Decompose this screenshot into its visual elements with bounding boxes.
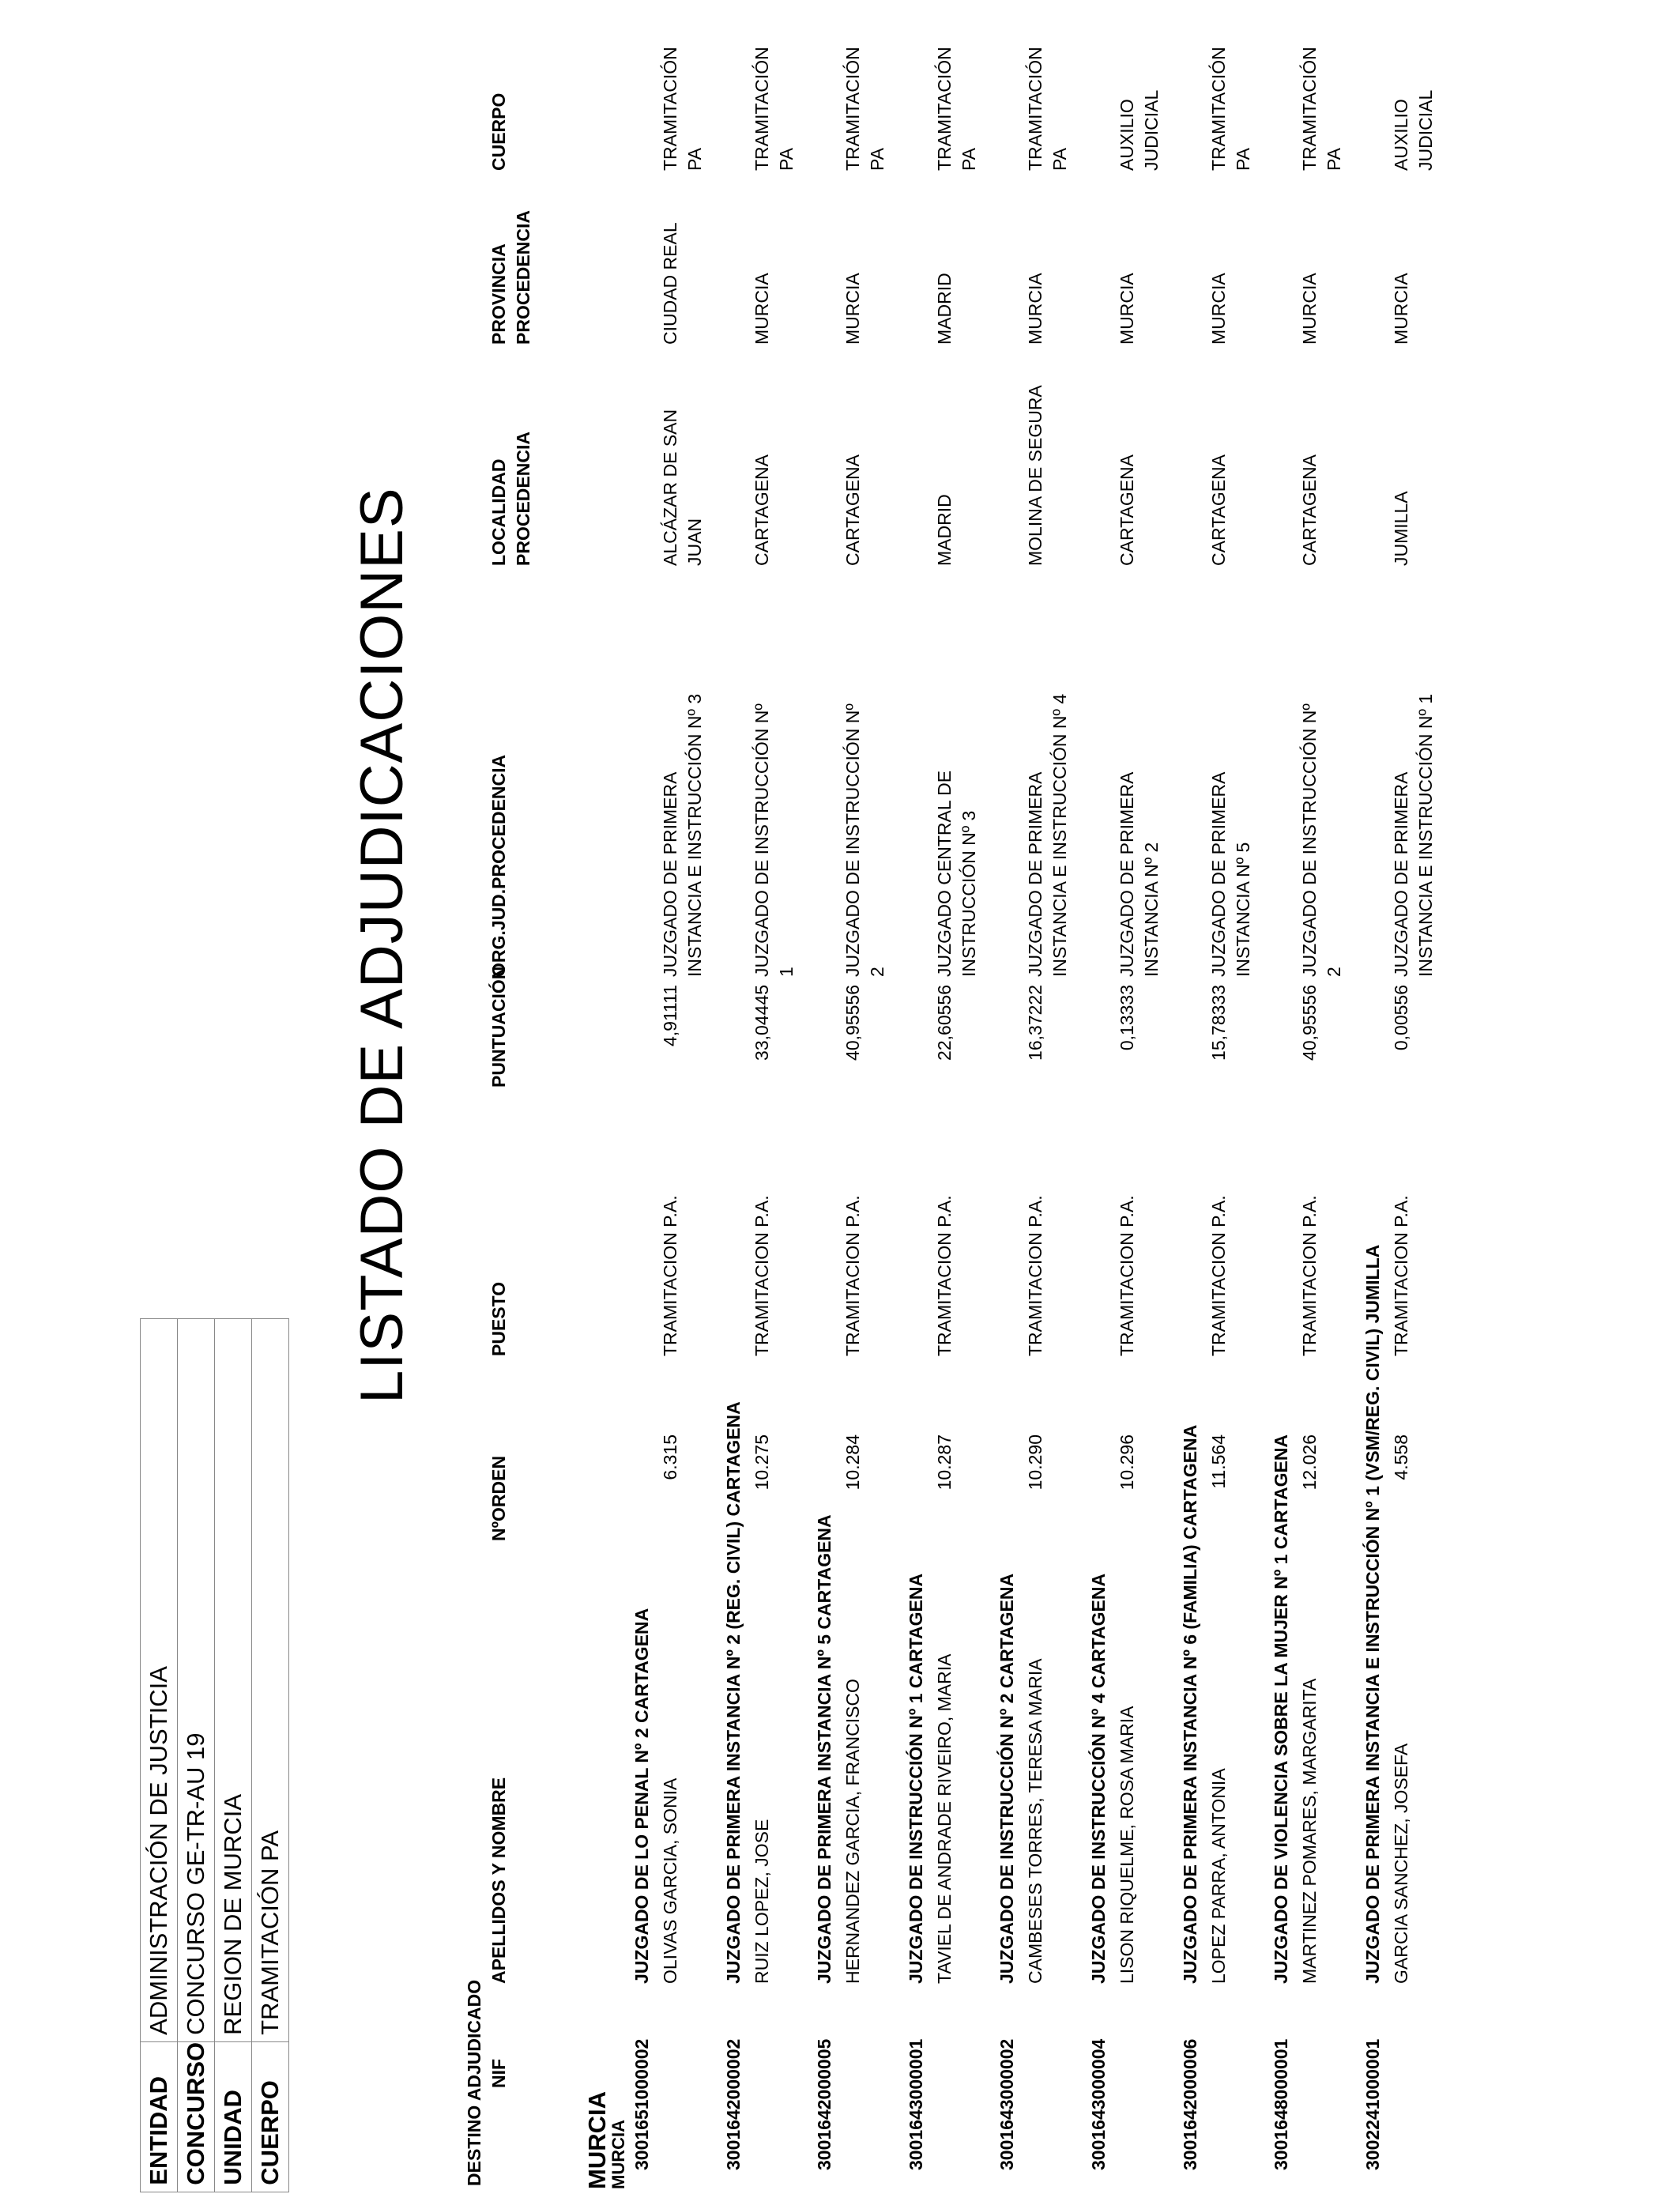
cell-localidad-line: JUAN	[684, 518, 705, 566]
cell-org	[1207, 582, 1256, 977]
col-header-localidad-line1: LOCALIDAD	[488, 458, 509, 566]
cell-provincia: MURCIA	[842, 273, 864, 345]
cell-puesto: TRAMITACION P.A.	[1299, 1195, 1320, 1356]
destino-name: JUZGADO DE INSTRUCCIÓN Nº 4 CARTAGENA	[1088, 1573, 1109, 1984]
cell-cuerpo-line: AUXILIO	[1390, 99, 1411, 171]
cell-cuerpo-line: PA	[775, 148, 797, 171]
col-header-org: ORG.JUD.PROCEDENCIA	[488, 754, 509, 977]
cell-cuerpo-line: TRAMITACIÓN	[1025, 47, 1046, 171]
cell-localidad-line: ALCÁZAR DE SAN	[660, 409, 680, 566]
cell-puesto: TRAMITACION P.A.	[1025, 1195, 1046, 1356]
cell-org-line: INSTRUCCIÓN Nº 3	[958, 810, 979, 977]
cell-puesto: TRAMITACION P.A.	[1390, 1195, 1411, 1356]
destino-name: JUZGADO DE PRIMERA INSTANCIA Nº 5 CARTAGENA	[814, 1514, 835, 1984]
cell-org-line: INSTANCIA Nº 5	[1232, 842, 1253, 977]
cell-localidad-line: CARTAGENA	[1117, 454, 1137, 566]
cell-localidad	[932, 352, 957, 566]
cell-cuerpo-line: PA	[1324, 148, 1345, 171]
destino-code: 3001642000002	[722, 2038, 744, 2170]
cell-org-line: INSTANCIA Nº 2	[1141, 842, 1162, 977]
cell-org	[1389, 582, 1438, 977]
header-value: REGION DE MURCIA	[215, 1318, 252, 2041]
cell-puntuacion: 40,95556	[842, 985, 864, 1061]
destino-code: 3001643000002	[996, 2038, 1018, 2170]
destino-code: 3001648000001	[1271, 2038, 1292, 2170]
cell-cuerpo	[1023, 13, 1072, 171]
cell-puesto: TRAMITACION P.A.	[1117, 1195, 1137, 1356]
cell-cuerpo-line: PA	[1232, 148, 1253, 171]
region-subtitle: MURCIA	[608, 2120, 628, 2189]
cell-puesto: TRAMITACION P.A.	[1207, 1195, 1229, 1356]
cell-provincia: MURCIA	[1025, 273, 1046, 345]
cell-nombre: MARTINEZ POMARES, MARGARITA	[1299, 1678, 1320, 1984]
destino-name: JUZGADO DE INSTRUCCIÓN Nº 2 CARTAGENA	[996, 1573, 1018, 1984]
col-header-puntuacion: PUNTUACIÓN	[488, 966, 509, 1088]
destino-code: 3001642000005	[814, 2038, 835, 2170]
destino-code: 3001642000006	[1179, 2038, 1200, 2170]
header-value: CONCURSO GE-TR-AU 19	[178, 1318, 215, 2041]
cell-localidad-line: CARTAGENA	[1299, 454, 1320, 566]
cell-provincia: CIUDAD REAL	[660, 222, 680, 345]
cell-cuerpo-line: PA	[867, 148, 888, 171]
cell-org	[841, 582, 890, 977]
cell-cuerpo-line: PA	[684, 148, 705, 171]
cell-localidad-line: MOLINA DE SEGURA	[1025, 385, 1046, 566]
cell-org-line: JUZGADO DE PRIMERA	[1390, 771, 1411, 977]
cell-cuerpo	[1389, 13, 1438, 171]
destino-name: JUZGADO DE PRIMERA INSTANCIA Nº 6 (FAMILIA) CARTAGENA	[1179, 1424, 1200, 1984]
destino-code: 3001651000002	[631, 2038, 652, 2170]
cell-localidad	[1298, 352, 1322, 566]
col-header-localidad-line2: PROCEDENCIA	[513, 432, 533, 566]
header-key: UNIDAD	[215, 2041, 252, 2192]
cell-orden: 10.290	[1025, 1434, 1046, 1491]
cell-org-line: JUZGADO DE INSTRUCCIÓN Nº	[751, 703, 772, 977]
cell-localidad	[750, 352, 774, 566]
cell-cuerpo	[841, 13, 890, 171]
destino-name: JUZGADO DE INSTRUCCIÓN Nº 1 CARTAGENA	[905, 1573, 926, 1984]
cell-provincia: MURCIA	[1299, 273, 1320, 345]
cell-cuerpo	[658, 13, 707, 171]
cell-localidad-line: JUMILLA	[1390, 491, 1411, 566]
cell-puntuacion: 22,60556	[933, 985, 955, 1061]
cell-nombre: TAVIEL DE ANDRADE RIVEIRO, MARIA	[933, 1653, 955, 1984]
col-header-norden: NºORDEN	[488, 1455, 509, 1541]
destino-name: JUZGADO DE VIOLENCIA SOBRE LA MUJER Nº 1 CARTAGENA	[1271, 1434, 1292, 1984]
col-header-apellidos: APELLIDOS Y NOMBRE	[488, 1777, 509, 1984]
cell-puesto: TRAMITACION P.A.	[842, 1195, 864, 1356]
cell-orden: 4.558	[1390, 1434, 1411, 1480]
destino-name: JUZGADO DE PRIMERA INSTANCIA Nº 2 (REG. CIVIL) CARTAGENA	[722, 1401, 744, 1984]
cell-localidad	[1207, 352, 1231, 566]
destino-name: JUZGADO DE PRIMERA INSTANCIA E INSTRUCCIÓN Nº 1 (VSM/REG. CIVIL) JUMILLA	[1362, 1244, 1383, 1984]
col-header-provincia	[487, 210, 536, 345]
cell-puesto: TRAMITACION P.A.	[933, 1195, 955, 1356]
cell-localidad-line: CARTAGENA	[1207, 454, 1229, 566]
cell-org-line: INSTANCIA E INSTRUCCIÓN Nº 4	[1049, 693, 1071, 977]
cell-nombre: RUIZ LOPEZ, JOSE	[751, 1819, 772, 1984]
header-box	[140, 1318, 289, 2192]
cell-provincia: MURCIA	[751, 273, 772, 345]
cell-org	[658, 582, 707, 977]
cell-org	[1023, 582, 1072, 977]
cell-puntuacion: 15,78333	[1207, 985, 1229, 1061]
cell-puntuacion: 40,95556	[1299, 985, 1320, 1061]
col-header-provincia-line2: PROCEDENCIA	[513, 210, 533, 345]
cell-puntuacion: 16,37222	[1025, 985, 1046, 1061]
header-row	[252, 1318, 289, 2192]
cell-org-line: 2	[867, 967, 888, 977]
col-header-localidad	[487, 432, 536, 566]
cell-puesto: TRAMITACION P.A.	[751, 1195, 772, 1356]
cell-cuerpo-line: JUDICIAL	[1141, 89, 1162, 171]
cell-cuerpo	[932, 13, 981, 171]
cell-org-line: JUZGADO CENTRAL DE	[933, 770, 955, 977]
cell-org-line: JUZGADO DE PRIMERA	[660, 771, 680, 977]
header-row	[178, 1318, 215, 2192]
cell-localidad-line: MADRID	[933, 494, 955, 566]
cell-org	[750, 582, 799, 977]
col-header-nif: NIF	[488, 2058, 509, 2088]
destino-name: JUZGADO DE LO PENAL Nº 2 CARTAGENA	[631, 1608, 652, 1984]
cell-org-line: JUZGADO DE PRIMERA	[1207, 771, 1229, 977]
header-key: ENTIDAD	[141, 2041, 178, 2192]
cell-org	[1115, 582, 1164, 977]
cell-cuerpo-line: TRAMITACIÓN	[842, 47, 864, 171]
cell-cuerpo-line: PA	[958, 148, 979, 171]
col-header-provincia-line1: PROVINCIA	[488, 243, 509, 345]
cell-puntuacion: 0,13333	[1117, 985, 1137, 1051]
cell-nombre: LISON RIQUELME, ROSA MARIA	[1117, 1706, 1137, 1984]
cell-cuerpo-line: AUXILIO	[1117, 99, 1137, 171]
cell-provincia: MURCIA	[1390, 273, 1411, 345]
destino-code: 3002241000001	[1362, 2038, 1383, 2170]
cell-cuerpo	[1298, 13, 1347, 171]
cell-orden: 11.564	[1207, 1434, 1229, 1489]
cell-org	[932, 582, 981, 977]
destino-code: 3001643000001	[905, 2038, 926, 2170]
cell-org-line: INSTANCIA E INSTRUCCIÓN Nº 3	[684, 693, 705, 977]
cell-org-line: JUZGADO DE PRIMERA	[1025, 771, 1046, 977]
col-header-puesto: PUESTO	[488, 1281, 509, 1356]
cell-provincia: MURCIA	[1117, 273, 1137, 345]
cell-orden: 10.296	[1117, 1434, 1137, 1491]
cell-cuerpo-line: TRAMITACIÓN	[1299, 47, 1320, 171]
cell-nombre: HERNANDEZ GARCIA, FRANCISCO	[842, 1679, 864, 1984]
cell-cuerpo	[1207, 13, 1256, 171]
cell-orden: 10.284	[842, 1434, 864, 1491]
col-header-destino: DESTINO ADJUDICADO	[464, 1979, 484, 2186]
cell-puntuacion: 4,91111	[660, 985, 680, 1047]
cell-orden: 6.315	[660, 1434, 680, 1480]
cell-localidad	[1389, 352, 1414, 566]
cell-org-line: INSTANCIA E INSTRUCCIÓN Nº 1	[1414, 693, 1436, 977]
cell-cuerpo-line: TRAMITACIÓN	[933, 47, 955, 171]
destino-code: 3001643000004	[1088, 2038, 1109, 2170]
cell-nombre: OLIVAS GARCIA, SONIA	[660, 1777, 680, 1984]
page-title: LISTADO DE ADJUDICACIONES	[348, 487, 416, 1404]
header-value: TRAMITACIÓN PA	[252, 1318, 289, 2041]
cell-nombre: CAMBESES TORRES, TERESA MARIA	[1025, 1658, 1046, 1984]
col-header-cuerpo: CUERPO	[488, 92, 509, 171]
cell-orden: 12.026	[1299, 1434, 1320, 1491]
cell-org-line: JUZGADO DE INSTRUCCIÓN Nº	[1299, 703, 1320, 977]
cell-orden: 10.287	[933, 1434, 955, 1491]
cell-localidad	[1115, 352, 1139, 566]
cell-localidad-line: CARTAGENA	[842, 454, 864, 566]
cell-localidad	[1023, 352, 1048, 566]
cell-cuerpo-line: TRAMITACIÓN	[1207, 47, 1229, 171]
cell-cuerpo-line: TRAMITACIÓN	[660, 47, 680, 171]
cell-puesto: TRAMITACION P.A.	[660, 1195, 680, 1356]
cell-localidad	[841, 352, 865, 566]
cell-cuerpo-line: JUDICIAL	[1414, 89, 1436, 171]
cell-cuerpo-line: TRAMITACIÓN	[751, 47, 772, 171]
cell-provincia: MURCIA	[1207, 273, 1229, 345]
header-row	[215, 1318, 252, 2192]
cell-localidad	[658, 352, 707, 566]
header-value: ADMINISTRACIÓN DE JUSTICIA	[141, 1318, 178, 2041]
cell-provincia: MADRID	[933, 273, 955, 345]
cell-org-line: 1	[775, 967, 797, 977]
cell-localidad-line: CARTAGENA	[751, 454, 772, 566]
cell-org-line: JUZGADO DE PRIMERA	[1117, 771, 1137, 977]
cell-org-line: JUZGADO DE INSTRUCCIÓN Nº	[842, 703, 864, 977]
header-key: CUERPO	[252, 2041, 289, 2192]
cell-puntuacion: 0,00556	[1390, 985, 1411, 1051]
header-key: CONCURSO	[178, 2041, 215, 2192]
cell-cuerpo-line: PA	[1049, 148, 1071, 171]
cell-cuerpo	[1115, 13, 1164, 171]
cell-org-line: 2	[1324, 967, 1345, 977]
cell-nombre: LOPEZ PARRA, ANTONIA	[1207, 1768, 1229, 1984]
cell-puntuacion: 33,04445	[751, 985, 772, 1061]
cell-cuerpo	[750, 13, 799, 171]
header-row	[141, 1318, 178, 2192]
cell-nombre: GARCIA SANCHEZ, JOSEFA	[1390, 1743, 1411, 1984]
cell-orden: 10.275	[751, 1434, 772, 1491]
region-title: MURCIA	[583, 2091, 611, 2189]
cell-org	[1298, 582, 1347, 977]
